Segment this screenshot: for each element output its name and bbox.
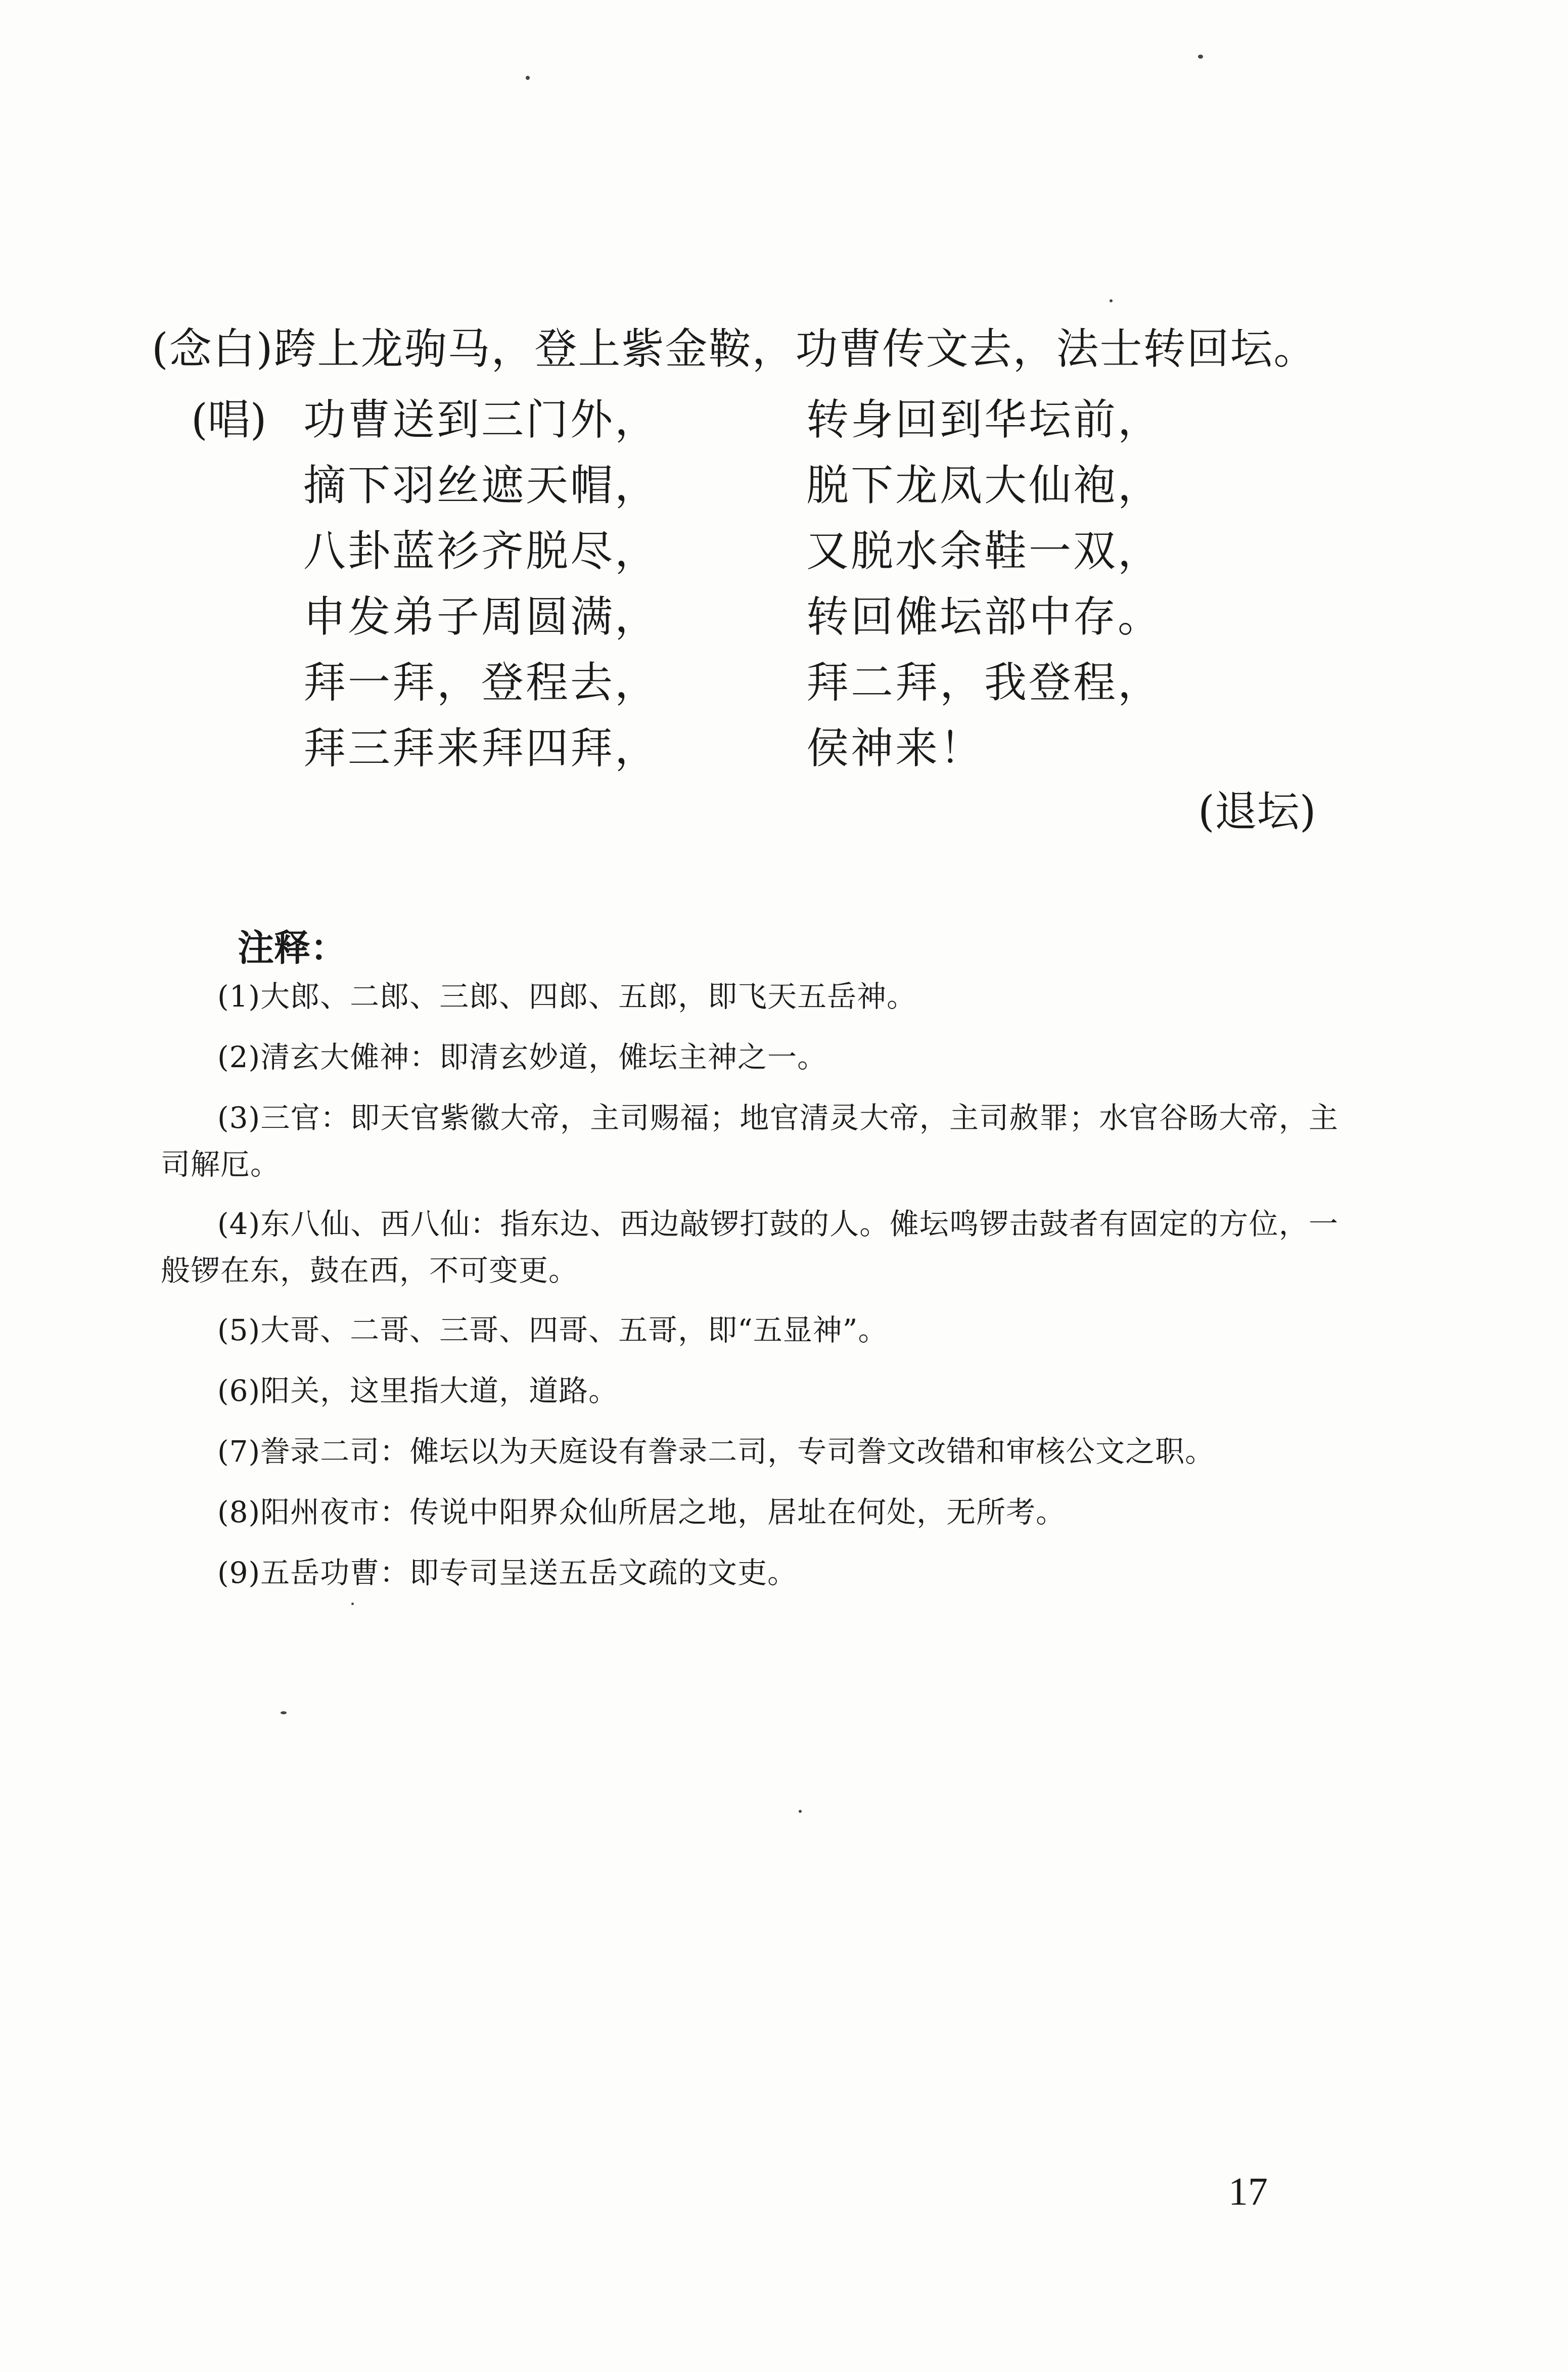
note-item: (6)阳关，这里指大道，道路。: [217, 1374, 619, 1408]
spoken-line: (念白)跨上龙驹马，登上紫金鞍，功曹传文去，法士转回坛。: [152, 324, 1317, 374]
note-item: (4)东八仙、西八仙：指东边、西边敲锣打鼓的人。傩坛鸣锣击鼓者有固定的方位，一般锣在东，鼓在西，不可变更。: [161, 1207, 1339, 1288]
verse-left: 摘下羽丝遮天帽，: [303, 461, 660, 510]
scan-speck: [281, 1711, 287, 1714]
notes-heading: 注释：: [238, 927, 347, 969]
verse-right: 转身回到华坛前，: [806, 395, 1163, 444]
note-item: (3)三官：即天官紫徽大帝，主司赐福；地官清灵大帝，主司赦罪；水官谷旸大帝，主司解厄。: [161, 1101, 1339, 1181]
verse-left: 拜一拜，登程去，: [303, 658, 660, 707]
verse-left: 拜三拜来拜四拜，: [303, 723, 660, 773]
verse-right: 脱下龙凤大仙袍，: [806, 461, 1163, 510]
sung-label: (唱): [191, 395, 267, 444]
verse-left: 申发弟子周圆满，: [303, 592, 660, 642]
verse-left: 功曹送到三门外，: [303, 395, 660, 444]
note-item: (2)清玄大傩神：即清玄妙道，傩坛主神之一。: [217, 1040, 827, 1074]
page-number: 17: [1228, 2169, 1268, 2213]
stage-direction-exit: (退坛): [1198, 787, 1316, 836]
note-item: (8)阳州夜市：传说中阳界众仙所居之地，居址在何处，无所考。: [217, 1495, 1066, 1529]
note-item: (9)五岳功曹：即专司呈送五岳文疏的文吏。: [217, 1556, 798, 1590]
note-item: (7)誊录二司：傩坛以为天庭设有誊录二司，专司誊文改错和审核公文之职。: [217, 1434, 1215, 1469]
verse-right: 侯神来！: [806, 723, 985, 773]
note-item: (1)大郎、二郎、三郎、四郎、五郎，即飞天五岳神。: [217, 979, 917, 1014]
verse-left: 八卦蓝衫齐脱尽，: [303, 526, 660, 576]
scan-speck: [799, 1810, 802, 1813]
scan-speck: [351, 1603, 354, 1605]
verse-right: 又脱水余鞋一双，: [806, 526, 1163, 576]
scan-speck: [1110, 299, 1113, 302]
verse-right: 转回傩坛部中存。: [806, 592, 1163, 642]
scan-speck: [526, 76, 530, 80]
verse-right: 拜二拜，我登程，: [806, 658, 1163, 707]
note-item: (5)大哥、二哥、三哥、四哥、五哥，即“五显神”。: [217, 1313, 888, 1347]
scan-speck: [1198, 55, 1203, 59]
